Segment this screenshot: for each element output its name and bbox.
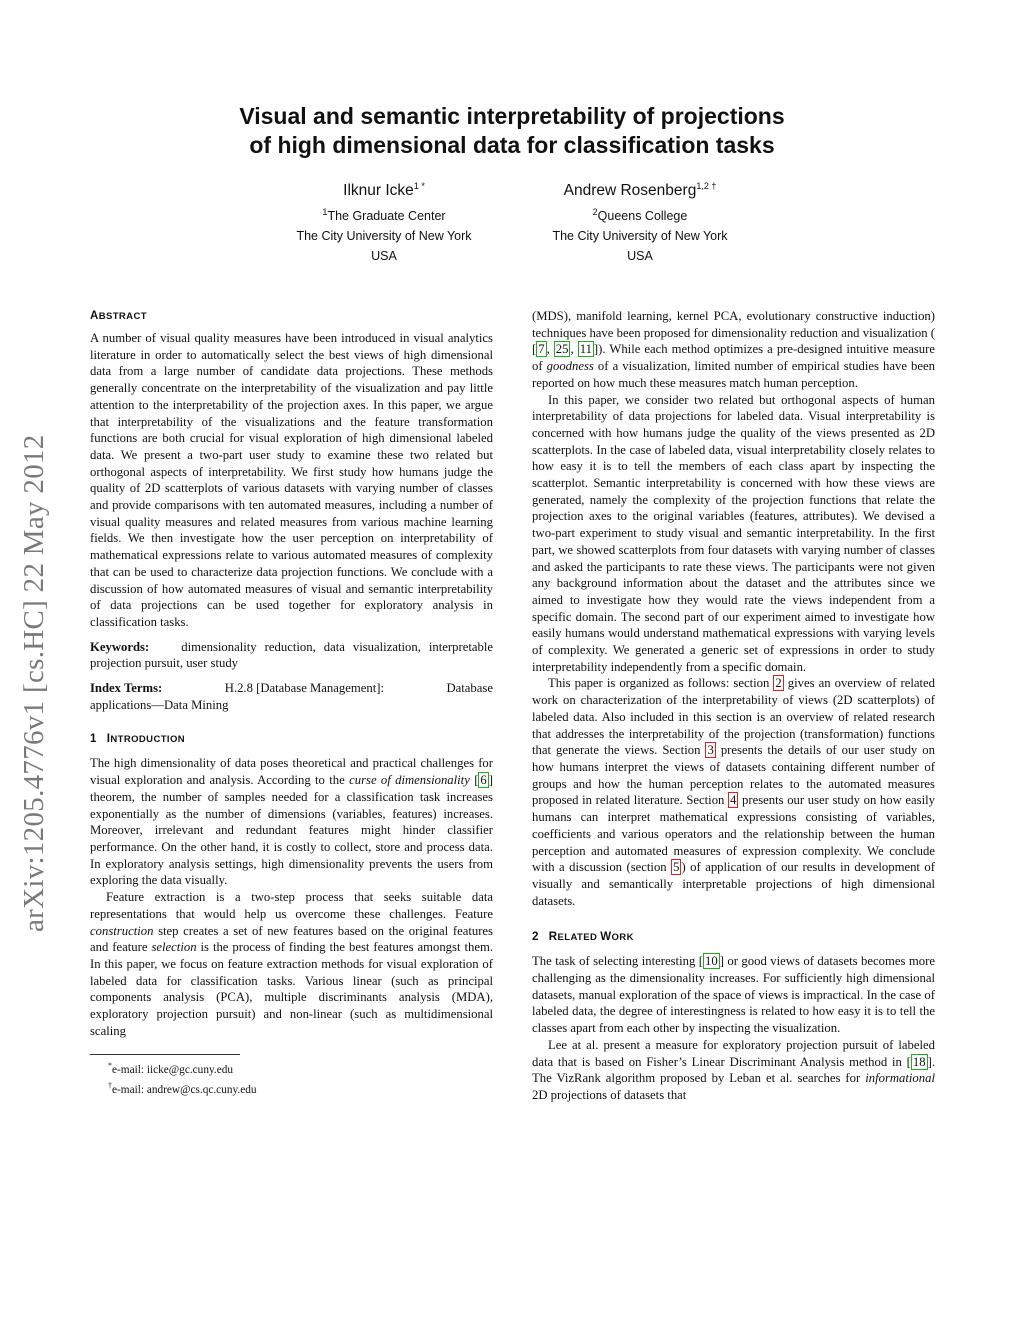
section-number: 2 xyxy=(532,931,539,944)
title-line-1: Visual and semantic interpretability of projections xyxy=(239,103,785,129)
author-superscript: 1,2 † xyxy=(696,181,717,191)
left-column xyxy=(90,308,493,1098)
citation-link[interactable]: 10 xyxy=(705,954,718,969)
index-terms-end: Database xyxy=(446,681,493,696)
affiliation-superscript: 2 xyxy=(592,207,598,218)
author-superscript: 1 * xyxy=(413,181,425,191)
related-work-paragraph-1: The task of selecting interesting [ 10 ] or good views of datasets becomes more challenging as the dimensionality increases. For sufficiently high dimensional datasets, manual exploration of the space of views is impractical. In the case of labeled data, the degree of interestingness is related to how easy it is to tell the classes apart from each other by inspecting the visualization. xyxy=(532,954,935,1036)
index-terms-label: Index Terms: xyxy=(90,681,163,696)
arxiv-stamp: arXiv:1205.4776v1 [cs.HC] 22 May 2012 xyxy=(18,434,50,932)
footnote-divider xyxy=(90,1054,240,1055)
keywords xyxy=(90,639,493,672)
citation-link[interactable]: 18 xyxy=(912,1054,926,1069)
author-block-2 xyxy=(490,175,790,266)
heading-rest: BSTRACT xyxy=(98,311,147,322)
intro-paragraph-1: The high dimensionality of data poses theoretical and practical challenges for visual exploration and analysis. According to the curse of dimensionality [ 6 ] theorem, the number of samples needed for a classification task increases exponentially as the number of dimensions (variables, features) increases. Moreover, irrelevant and redundant features might hinder classifier performance. On the other hand, it is costly to collect, store and process data. In exploratory analysis settings, high dimensionality prevents the users from exploring the data visually. xyxy=(90,756,493,888)
footnote-1: *e-mail: iicke@gc.cuny.edu xyxy=(108,1061,234,1077)
related-work-heading: 2 RELATED WORK xyxy=(532,931,634,944)
intro-paragraph-2: Feature extraction is a two-step process that seeks suitable data representations that would help us overcome these challenges. Feature construction step creates a set of new features based on the original features and feature selection is the process of finding the best features amongst them. In this paper, we focus on feature extraction methods for visual exploration of labeled data for classification tasks. Various linear (such as principal components analysis (PCA), multiple discriminants analysis (MDA), exploratory projection pursuit) and non-linear (such as multidimensional scaling xyxy=(90,890,493,1038)
citation-link[interactable]: 7 xyxy=(538,342,545,357)
heading-initial: I xyxy=(106,733,111,746)
title-line-2: of high dimensional data for classification tasks xyxy=(249,132,775,158)
keywords-label: Keywords: xyxy=(90,639,150,654)
right-paragraph-3: This paper is organized as follows: section 2 gives an overview of related work on characterization of the interpretability of views (2D scatterplots) of labeled data. Also included in this section is an overview of related research that addresses the interpretability of the projection (transformation) functions that generate the views. Section 3 presents the details of our user study on how humans interpret the views of datasets containing different number of groups and how the human perception relates to the automated measures proposed in related literature. Section 4 presents our user study on how easily humans can interpret mathematical expressions consisting of variables, coefficients and various operators and the relationship between the human perception and automated measures of expression complexity. We conclude with a discussion (section 5 ) of application of our results in development of visually and semantically interpretable projections of high dimensional datasets. xyxy=(532,676,936,908)
paper-title xyxy=(0,102,1024,160)
related-work-paragraph-2: Lee at al. present a measure for exploratory projection pursuit of labeled data that is based on Fisher’s Linear Discriminant Analysis method in [ 18 ]. The VizRank algorithm proposed by Leban et al. searches for informational 2D projections of datasets that xyxy=(532,1037,935,1102)
affiliation-superscript: 1 xyxy=(322,207,328,218)
right-paragraph-1: (MDS), manifold learning, kernel PCA, evolutionary constructive induction) techniques have been proposed for dimensionality reduction and visualization ( [ 7 , 25 , 11 ]). While each method optimizes a pre-designed intuitive measure of goodness of a visualization, limited number of empirical studies have been reported on how much these measures match human perception. xyxy=(532,309,936,390)
section-ref-link[interactable]: 2 xyxy=(775,676,782,691)
affiliation-country: USA xyxy=(627,249,653,264)
section-ref-link[interactable]: 3 xyxy=(707,743,714,758)
affiliation-line: Queens College xyxy=(597,209,688,224)
affiliation-line: The City University of New York xyxy=(552,229,728,244)
abstract-heading xyxy=(90,308,493,325)
right-column xyxy=(532,308,935,1104)
heading-initial: A xyxy=(90,310,99,322)
keywords-text: dimensionality reduction, data visualization, interpretable projection pursuit, user study xyxy=(90,639,493,671)
author-name: Andrew Rosenberg xyxy=(563,182,697,200)
affiliation-country: USA xyxy=(371,249,397,264)
index-terms-code: H.2.8 [Database Management]: xyxy=(224,681,384,696)
citation-link[interactable]: 25 xyxy=(555,342,569,357)
heading-rest: NTRODUCTION xyxy=(110,734,185,746)
abstract-text: A number of visual quality measures have been introduced in visual analytics literature in order to automatically select the best views of high dimensional data from a large number of candidate data projections. These methods generally concentrate on the interpretability of the visualization and pay little attention to the interpretability of the projection axes. In this paper, we argue that interpretability of the visualizations and the feature transformation functions are both crucial for visual exploration of high dimensional labeled data. We present a two-part user study to examine these two related but orthogonal aspects of interpretability. We first study how humans judge the quality of 2D scatterplots of various datasets with varying number of classes and provide comparisons with ten automated measures, including a number of visual quality measures and related measures from various machine learning fields. We then investigate how the user perception on interpretability of mathematical expressions relate to various automated measures of complexity that can be used to characterize data projection functions. We conclude with a discussion of how automated measures of visual and semantic interpretability of data projections can be used together for exploratory analysis in classification tasks. xyxy=(90,331,493,629)
author-name: Ilknur Icke xyxy=(343,182,414,200)
affiliation-line: The City University of New York xyxy=(296,229,472,244)
section-number: 1 xyxy=(90,733,97,746)
affiliation-line: The Graduate Center xyxy=(327,209,446,224)
index-terms-line-2: applications—Data Mining xyxy=(90,697,229,712)
author-block-1 xyxy=(234,175,534,266)
citation-link[interactable]: 6 xyxy=(480,773,487,788)
section-ref-link[interactable]: 5 xyxy=(673,860,680,875)
index-terms xyxy=(90,680,493,713)
introduction-heading xyxy=(90,731,493,748)
citation-link[interactable]: 11 xyxy=(579,342,592,357)
section-ref-link[interactable]: 4 xyxy=(730,793,737,808)
right-paragraph-2: In this paper, we consider two related but orthogonal aspects of human interpretability of data projections for labeled data. Visual interpretability is concerned with how humans judge the quality of the views presented as 2D scatterplots. In the case of labeled data, visual interpretability closely relates to how easy it is to tell the members of each class apart by inspecting the scatterplot. Semantic interpretability is concerned with how these views are generated, namely the complexity of the projection functions that relate the projection axes to the original variables (features, attributes). We devised a two-part experiment to study visual and semantic interpretability. In the first part, we showed scatterplots from four datasets with varying number of classes and asked the participants to rate these views. The participants were not given any background information about the dataset and the attributes since we aimed to investigate how they would rate the views independent from a specific domain. The second part of our experiment aimed to investigate how easily humans would understand mathematical expressions with varying levels of complexity. We generated a generic set of expressions in order to study interpretability independently from a specific domain. xyxy=(532,392,935,674)
footnote-2: †e-mail: andrew@cs.qc.cuny.edu xyxy=(108,1081,257,1096)
